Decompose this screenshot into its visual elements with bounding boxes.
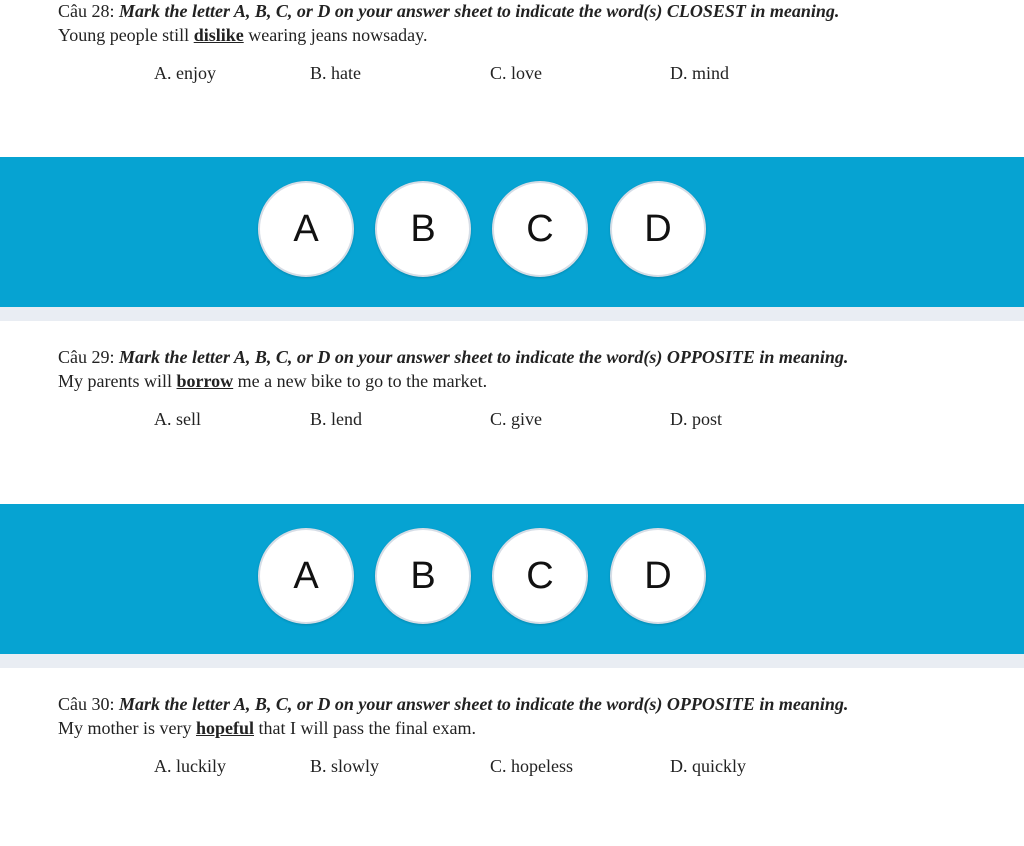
question-prompt <box>58 693 848 715</box>
answer-a-button[interactable]: A <box>258 181 354 277</box>
answer-c-button[interactable]: C <box>492 528 588 624</box>
answer-b-button[interactable]: B <box>375 528 471 624</box>
option-c: C. hopeless <box>490 756 573 776</box>
sentence-after: me a new bike to go to the market. <box>233 371 488 391</box>
option-a: A. sell <box>154 409 201 429</box>
option-c: C. give <box>490 409 542 429</box>
target-word: borrow <box>176 371 234 391</box>
question-prompt <box>58 0 839 22</box>
answer-c-button[interactable]: C <box>492 181 588 277</box>
question-instruction: Mark the letter A, B, C, or D on your answer sheet to indicate the word(s) OPPOSITE in meaning. <box>119 694 849 714</box>
option-c: C. love <box>490 63 542 83</box>
sentence-after: wearing jeans nowsaday. <box>243 25 428 45</box>
band-divider <box>0 307 1024 321</box>
answer-d-button[interactable]: D <box>610 181 706 277</box>
question-number: Câu 28: <box>58 1 115 21</box>
question-sentence <box>58 370 487 392</box>
question-number: Câu 29: <box>58 347 115 367</box>
option-d: D. post <box>670 409 723 429</box>
sentence-before: My parents will <box>58 371 177 391</box>
question-prompt <box>58 346 848 368</box>
target-word: dislike <box>193 25 244 45</box>
option-d: D. quickly <box>670 756 746 776</box>
question-sentence <box>58 717 476 739</box>
option-b: B. slowly <box>310 756 380 776</box>
question-sentence <box>58 24 428 46</box>
option-a: A. enjoy <box>154 63 216 83</box>
option-b: B. lend <box>310 409 362 429</box>
band-divider <box>0 654 1024 668</box>
question-number: Câu 30: <box>58 694 115 714</box>
sentence-before: Young people still <box>58 25 194 45</box>
answer-d-button[interactable]: D <box>610 528 706 624</box>
option-b: B. hate <box>310 63 361 83</box>
target-word: hopeful <box>195 718 255 738</box>
answer-band <box>0 157 1024 307</box>
answer-band <box>0 504 1024 654</box>
question-instruction: Mark the letter A, B, C, or D on your answer sheet to indicate the word(s) OPPOSITE in meaning. <box>119 347 849 367</box>
option-d: D. mind <box>670 63 730 83</box>
answer-b-button[interactable]: B <box>375 181 471 277</box>
sentence-after: that I will pass the final exam. <box>254 718 476 738</box>
question-instruction: Mark the letter A, B, C, or D on your answer sheet to indicate the word(s) CLOSEST in meaning. <box>119 1 840 21</box>
sentence-before: My mother is very <box>58 718 196 738</box>
answer-a-button[interactable]: A <box>258 528 354 624</box>
option-a: A. luckily <box>154 756 226 776</box>
